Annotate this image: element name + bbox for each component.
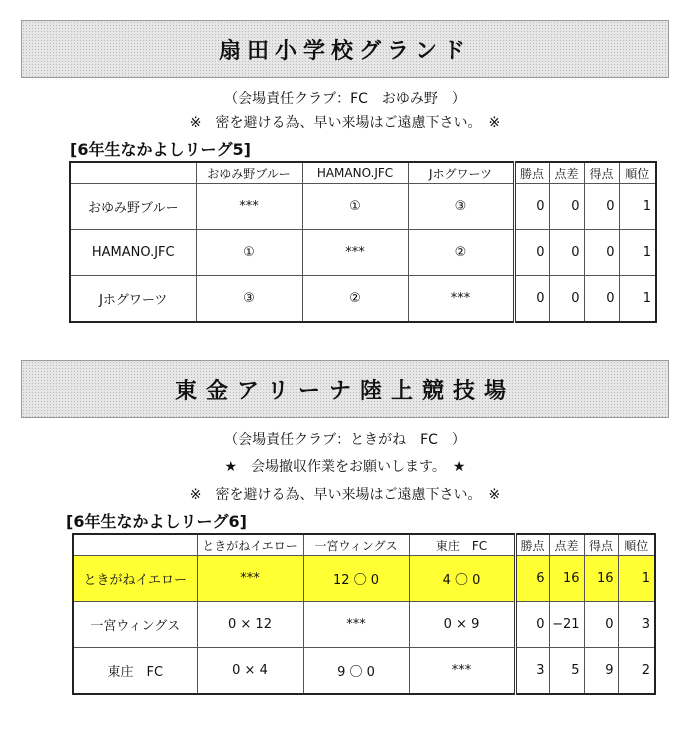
column-header: 勝点 [515,534,549,556]
match-result: 0 × 12 [197,602,303,648]
goals-cell: 16 [584,556,618,602]
goals-cell: 0 [584,230,619,276]
match-result: ② [302,276,408,322]
column-header: 点差 [549,162,584,184]
match-result: ② [408,230,514,276]
venue-title-2: 東金アリーナ陸上競技場 [174,378,516,404]
rank-cell: 1 [619,184,656,230]
star-notice-2: ★ 会場撤収作業をお願いします。 ★ [224,459,466,475]
rank-cell: 1 [619,276,656,322]
match-result: 0 × 4 [197,648,303,694]
points-cell: 6 [515,556,549,602]
match-result: 9 〇 0 [303,648,409,694]
notice-2: ※ 密を避ける為、早い来場はご遠慮下さい。 ※ [189,487,501,503]
column-header: 順位 [619,162,656,184]
column-header: 得点 [584,534,618,556]
responsible-club-1: （会場責任クラブ：FC おゆみ野 ） [224,91,466,107]
team-name: おゆみ野ブルー [70,184,196,230]
column-header: おゆみ野ブルー [196,162,302,184]
rank-cell: 1 [619,230,656,276]
table-row [70,276,656,322]
rank-cell: 2 [618,648,655,694]
points-cell: 3 [515,648,549,694]
goal-diff-cell: 0 [549,276,584,322]
goals-cell: 0 [584,602,618,648]
league-title-6: [6年生なかよしリーグ6] [66,512,247,531]
points-cell: 0 [514,276,549,322]
match-result: *** [408,276,514,322]
team-name: Jホグワーツ [70,276,196,322]
table-row [73,648,655,694]
column-header: HAMANO.JFC [302,162,408,184]
league-table-6 [72,533,656,695]
venue-title-1: 扇田小学校グランド [218,38,471,64]
goals-cell: 0 [584,184,619,230]
rank-cell: 1 [618,556,655,602]
match-result: *** [196,184,302,230]
match-result: ③ [196,276,302,322]
goals-cell: 0 [584,276,619,322]
match-result: *** [302,230,408,276]
match-result: ① [196,230,302,276]
match-result: *** [197,556,303,602]
match-result: *** [303,602,409,648]
table-row [70,230,656,276]
rank-cell: 3 [618,602,655,648]
column-header: 得点 [584,162,619,184]
table-row [70,184,656,230]
table-header-row [73,534,655,556]
team-name: ときがねイエロー [73,556,197,602]
responsible-club-2: （会場責任クラブ：ときがね FC ） [224,432,466,448]
goal-diff-cell: 0 [549,230,584,276]
table-row-highlighted [73,556,655,602]
points-cell: 0 [515,602,549,648]
match-result: ③ [408,184,514,230]
points-cell: 0 [514,230,549,276]
match-result: 12 〇 0 [303,556,409,602]
column-header: 東庄 FC [409,534,515,556]
goal-diff-cell: 16 [549,556,584,602]
column-header: Jホグワーツ [408,162,514,184]
column-header: 順位 [618,534,655,556]
venue-banner-1 [21,20,669,78]
goal-diff-cell: 5 [549,648,584,694]
points-cell: 0 [514,184,549,230]
column-header: ときがねイエロー [197,534,303,556]
venue-banner-2 [21,360,669,418]
goal-diff-cell: −21 [549,602,584,648]
team-name: HAMANO.JFC [70,230,196,276]
league-table-5 [69,161,657,323]
goal-diff-cell: 0 [549,184,584,230]
column-header: 勝点 [514,162,549,184]
table-header-row [70,162,656,184]
column-header: 点差 [549,534,584,556]
league-title-5: [6年生なかよしリーグ5] [70,140,251,159]
table-row [73,602,655,648]
corner-cell [70,162,196,184]
goals-cell: 9 [584,648,618,694]
match-result: ① [302,184,408,230]
corner-cell [73,534,197,556]
match-result: 4 〇 0 [409,556,515,602]
match-result: 0 × 9 [409,602,515,648]
team-name: 一宮ウィングス [73,602,197,648]
match-result: *** [409,648,515,694]
team-name: 東庄 FC [73,648,197,694]
column-header: 一宮ウィングス [303,534,409,556]
notice-1: ※ 密を避ける為、早い来場はご遠慮下さい。 ※ [189,115,501,131]
